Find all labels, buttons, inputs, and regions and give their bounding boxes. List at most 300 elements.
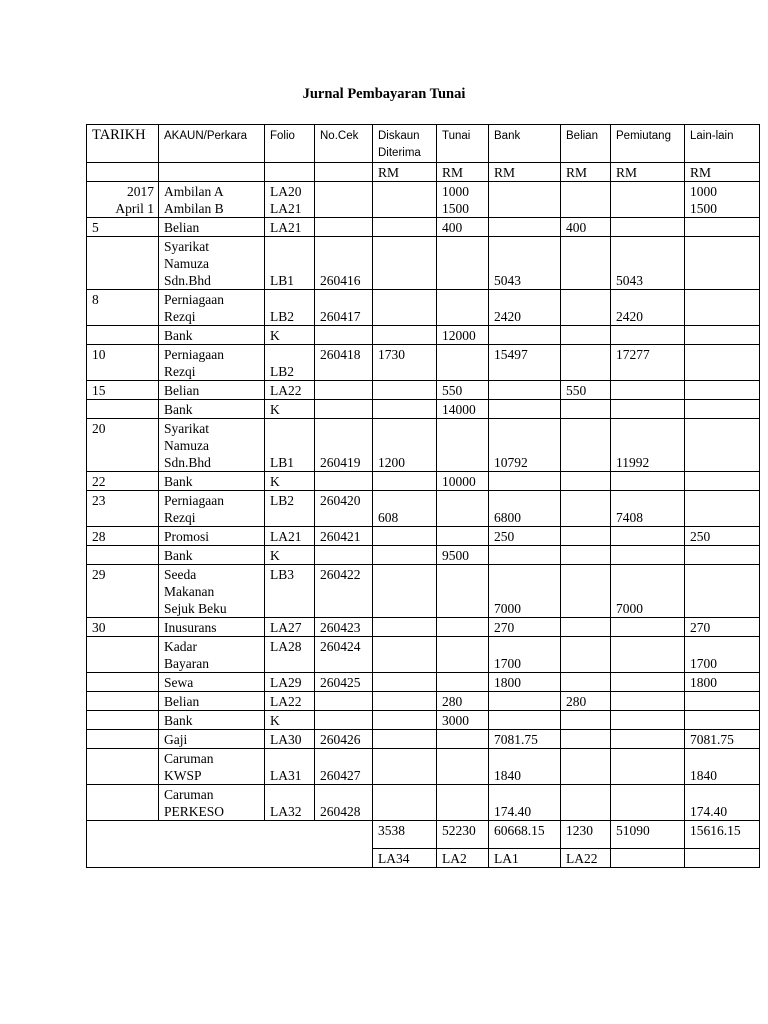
others-cell [685, 692, 760, 711]
creditors-cell [611, 785, 685, 821]
bank-cell [489, 785, 561, 821]
cheque-no-cell [315, 527, 373, 546]
table-row [87, 749, 760, 785]
discount-cell [373, 785, 437, 821]
purchases-cell [561, 785, 611, 821]
col-tunai-header: Tunai [437, 125, 489, 163]
col-akaun-header: AKAUN/Perkara [159, 125, 265, 163]
discount-cell [373, 546, 437, 565]
folio-cell-line: LB2 [270, 309, 295, 324]
cash-cell [437, 491, 489, 527]
cash-cell-line: 14000 [442, 402, 476, 417]
table-row [87, 400, 760, 419]
account-cell [159, 326, 265, 345]
creditors-cell [611, 565, 685, 618]
total-pemiutang-cell-line: 51090 [616, 823, 650, 838]
account-cell-line: Sdn.Bhd [164, 455, 211, 470]
col-folio-unit [265, 163, 315, 182]
creditors-cell-line: 7000 [616, 601, 643, 616]
folio-cell-line: LB1 [270, 273, 295, 288]
bank-cell [489, 381, 561, 400]
account-cell [159, 785, 265, 821]
cash-cell [437, 400, 489, 419]
others-cell [685, 637, 760, 673]
journal-body [87, 163, 760, 868]
purchases-cell [561, 472, 611, 491]
account-cell-line: Sejuk Beku [164, 601, 227, 616]
folio-cell-line: LA29 [270, 675, 302, 690]
discount-cell [373, 290, 437, 326]
folio-ref-diskaun-cell [373, 849, 437, 868]
folio-cell-line: LA32 [270, 804, 302, 819]
discount-cell [373, 381, 437, 400]
cash-cell [437, 711, 489, 730]
folio-cell [265, 381, 315, 400]
creditors-cell [611, 182, 685, 218]
col-pemiutang-unit [611, 163, 685, 182]
account-cell-line: Ambilan A [164, 184, 224, 199]
others-cell [685, 491, 760, 527]
account-cell [159, 237, 265, 290]
purchases-cell [561, 400, 611, 419]
date-cell [87, 400, 159, 419]
creditors-cell [611, 749, 685, 785]
cheque-no-cell [315, 565, 373, 618]
cheque-no-cell-line: 260424 [320, 639, 361, 654]
folio-cell [265, 491, 315, 527]
discount-cell [373, 565, 437, 618]
account-cell-line: Bayaran [164, 656, 209, 671]
cash-cell-line: 280 [442, 694, 463, 709]
creditors-cell [611, 527, 685, 546]
folio-cell [265, 218, 315, 237]
col-nocek-header: No.Cek [315, 125, 373, 163]
discount-cell [373, 637, 437, 673]
folio-cell-line: LA21 [270, 220, 302, 235]
account-cell [159, 692, 265, 711]
others-cell [685, 237, 760, 290]
table-row [87, 565, 760, 618]
cash-cell [437, 527, 489, 546]
account-cell-line: Perniagaan [164, 347, 224, 362]
cheque-no-cell [315, 472, 373, 491]
folio-cell [265, 730, 315, 749]
col-belian-unit-line: RM [566, 165, 588, 180]
folio-ref-tunai-cell-line: LA2 [442, 851, 467, 866]
col-tunai-unit [437, 163, 489, 182]
table-row [87, 730, 760, 749]
folio-cell [265, 345, 315, 381]
bank-cell [489, 637, 561, 673]
discount-cell [373, 218, 437, 237]
bank-cell [489, 730, 561, 749]
bank-cell [489, 692, 561, 711]
cash-cell [437, 419, 489, 472]
cheque-no-cell-line: 260419 [320, 455, 361, 470]
others-cell-line: 7081.75 [690, 732, 734, 747]
discount-cell [373, 491, 437, 527]
others-cell [685, 673, 760, 692]
folio-ref-bank-cell-line: LA1 [494, 851, 519, 866]
cash-cell [437, 472, 489, 491]
cheque-no-cell-line: 260423 [320, 620, 361, 635]
discount-cell [373, 749, 437, 785]
account-cell-line: Caruman [164, 787, 214, 802]
cheque-no-cell [315, 785, 373, 821]
folio-ref-diskaun-cell-line: LA34 [378, 851, 410, 866]
account-cell [159, 182, 265, 218]
account-cell-line: Belian [164, 694, 200, 709]
table-row [87, 673, 760, 692]
cash-cell-line: 550 [442, 383, 463, 398]
folio-cell [265, 637, 315, 673]
others-cell [685, 400, 760, 419]
cash-cell [437, 785, 489, 821]
date-cell [87, 565, 159, 618]
cash-cell-line: 10000 [442, 474, 476, 489]
total-belian-cell [561, 821, 611, 849]
purchases-cell [561, 527, 611, 546]
col-folio-header: Folio [265, 125, 315, 163]
account-cell-line: Rezqi [164, 510, 196, 525]
others-cell [685, 419, 760, 472]
folio-cell-line: LA20 [270, 184, 302, 199]
account-cell [159, 472, 265, 491]
bank-cell [489, 237, 561, 290]
date-cell [87, 749, 159, 785]
cash-cell [437, 218, 489, 237]
others-cell [685, 326, 760, 345]
folio-ref-lain-cell [685, 849, 760, 868]
bank-cell-line: 7000 [494, 601, 521, 616]
others-cell [685, 345, 760, 381]
folio-cell [265, 237, 315, 290]
col-tarikh-unit [87, 163, 159, 182]
col-tarikh-header: TARIKH [87, 125, 159, 163]
table-row [87, 692, 760, 711]
bank-cell [489, 491, 561, 527]
account-cell-line: Bank [164, 328, 193, 343]
table-row [87, 637, 760, 673]
table-row [87, 381, 760, 400]
others-cell-line: 1700 [690, 656, 717, 671]
table-row [87, 711, 760, 730]
purchases-cell [561, 749, 611, 785]
account-cell-line: Inusurans [164, 620, 217, 635]
discount-cell [373, 237, 437, 290]
folio-ref-belian-cell-line: LA22 [566, 851, 598, 866]
discount-cell-line: 608 [378, 510, 399, 525]
date-cell [87, 527, 159, 546]
col-diskaun-unit-line: RM [378, 165, 400, 180]
others-cell [685, 290, 760, 326]
account-cell-line: Gaji [164, 732, 188, 747]
others-cell-line: 174.40 [690, 804, 728, 819]
folio-cell [265, 673, 315, 692]
col-bank-unit [489, 163, 561, 182]
total-pemiutang-cell [611, 821, 685, 849]
creditors-cell [611, 711, 685, 730]
account-cell [159, 419, 265, 472]
account-cell [159, 546, 265, 565]
cheque-no-cell [315, 711, 373, 730]
cheque-no-cell [315, 381, 373, 400]
date-cell-line: 5 [92, 220, 99, 235]
folio-ref-belian-cell [561, 849, 611, 868]
account-cell [159, 218, 265, 237]
folio-cell-line: LA21 [270, 201, 302, 216]
discount-cell-line: 1730 [378, 347, 405, 362]
bank-cell-line: 15497 [494, 347, 528, 362]
folio-ref-bank-cell [489, 849, 561, 868]
bank-cell [489, 345, 561, 381]
cash-cell [437, 326, 489, 345]
units-row [87, 163, 760, 182]
folio-cell-line: K [270, 548, 280, 563]
total-bank-cell [489, 821, 561, 849]
cash-cell [437, 381, 489, 400]
bank-cell [489, 618, 561, 637]
cash-cell [437, 345, 489, 381]
creditors-cell [611, 218, 685, 237]
creditors-cell [611, 673, 685, 692]
cheque-no-cell-line: 260416 [320, 273, 361, 288]
bank-cell [489, 749, 561, 785]
account-cell [159, 730, 265, 749]
others-cell [685, 546, 760, 565]
others-cell [685, 618, 760, 637]
table-row [87, 419, 760, 472]
creditors-cell [611, 326, 685, 345]
table-row [87, 237, 760, 290]
account-cell [159, 491, 265, 527]
folio-cell [265, 419, 315, 472]
table-row [87, 326, 760, 345]
bank-cell-line: 5043 [494, 273, 521, 288]
cheque-no-cell-line: 260422 [320, 567, 361, 582]
account-cell [159, 400, 265, 419]
bank-cell-line: 1800 [494, 675, 521, 690]
others-cell [685, 711, 760, 730]
purchases-cell-line: 280 [566, 694, 587, 709]
folio-cell-line: K [270, 328, 280, 343]
cheque-no-cell-line: 260428 [320, 804, 361, 819]
account-cell [159, 345, 265, 381]
account-cell [159, 711, 265, 730]
cheque-no-cell [315, 637, 373, 673]
bank-cell-line: 1700 [494, 656, 521, 671]
bank-cell-line: 250 [494, 529, 515, 544]
bank-cell [489, 419, 561, 472]
bank-cell-line: 10792 [494, 455, 528, 470]
account-cell-line: Namuza [164, 438, 209, 453]
col-bank-unit-line: RM [494, 165, 516, 180]
account-cell-line: Ambilan B [164, 201, 224, 216]
total-tunai-cell-line: 52230 [442, 823, 476, 838]
discount-cell [373, 711, 437, 730]
date-cell-line: 2017 [127, 184, 154, 199]
cheque-no-cell [315, 673, 373, 692]
purchases-cell [561, 673, 611, 692]
col-pemiutang-header: Pemiutang [611, 125, 685, 163]
folio-cell [265, 692, 315, 711]
account-cell-line: Belian [164, 383, 200, 398]
account-cell-line: Perniagaan [164, 292, 224, 307]
date-cell-line: 22 [92, 474, 106, 489]
purchases-cell [561, 326, 611, 345]
col-nocek-unit [315, 163, 373, 182]
cheque-no-cell [315, 749, 373, 785]
cash-cell-line: 1000 [442, 184, 469, 199]
account-cell [159, 381, 265, 400]
cheque-no-cell-line: 260420 [320, 493, 361, 508]
account-cell-line: Kadar [164, 639, 197, 654]
account-cell-line: Bank [164, 548, 193, 563]
cheque-no-cell [315, 326, 373, 345]
bank-cell [489, 673, 561, 692]
creditors-cell [611, 491, 685, 527]
col-lain-unit [685, 163, 760, 182]
purchases-cell [561, 491, 611, 527]
cheque-no-cell [315, 546, 373, 565]
account-cell-line: Bank [164, 713, 193, 728]
account-cell-line: Perniagaan [164, 493, 224, 508]
others-cell [685, 785, 760, 821]
account-cell [159, 749, 265, 785]
total-lain-cell [685, 821, 760, 849]
total-diskaun-cell-line: 3538 [378, 823, 405, 838]
cash-cell [437, 673, 489, 692]
date-cell [87, 182, 159, 218]
folio-ref-tunai-cell [437, 849, 489, 868]
total-lain-cell-line: 15616.15 [690, 823, 741, 838]
cash-cell [437, 237, 489, 290]
creditors-cell [611, 692, 685, 711]
folio-cell-line: LB3 [270, 567, 295, 582]
account-cell-line: Belian [164, 220, 200, 235]
table-row [87, 290, 760, 326]
col-belian-header: Belian [561, 125, 611, 163]
purchases-cell [561, 419, 611, 472]
cheque-no-cell [315, 182, 373, 218]
date-cell [87, 419, 159, 472]
date-cell-line: April 1 [115, 201, 154, 216]
col-lain-header: Lain-lain [685, 125, 760, 163]
creditors-cell [611, 400, 685, 419]
account-cell-line: Syarikat [164, 421, 209, 436]
account-cell-line: Caruman [164, 751, 214, 766]
cash-cell [437, 692, 489, 711]
creditors-cell-line: 5043 [616, 273, 643, 288]
total-bank-cell-line: 60668.15 [494, 823, 545, 838]
purchases-cell [561, 546, 611, 565]
discount-cell [373, 692, 437, 711]
cheque-no-cell-line: 260417 [320, 309, 361, 324]
creditors-cell-line: 17277 [616, 347, 650, 362]
date-cell [87, 218, 159, 237]
purchases-cell [561, 381, 611, 400]
account-cell [159, 637, 265, 673]
cheque-no-cell [315, 237, 373, 290]
account-cell-line: Sewa [164, 675, 194, 690]
col-lain-unit-line: RM [690, 165, 712, 180]
cash-cell-line: 1500 [442, 201, 469, 216]
table-row [87, 472, 760, 491]
date-cell-line: 10 [92, 347, 106, 362]
total-tunai-cell [437, 821, 489, 849]
purchases-cell-line: 400 [566, 220, 587, 235]
cash-cell [437, 618, 489, 637]
bank-cell-line: 1840 [494, 768, 521, 783]
purchases-cell [561, 730, 611, 749]
cheque-no-cell [315, 618, 373, 637]
bank-cell [489, 527, 561, 546]
account-cell-line: Sdn.Bhd [164, 273, 211, 288]
others-cell [685, 381, 760, 400]
cheque-no-cell [315, 419, 373, 472]
folio-cell-line: LA31 [270, 768, 302, 783]
cash-cell [437, 565, 489, 618]
purchases-cell-line: 550 [566, 383, 587, 398]
col-diskaun-header: Diskaun Diterima [373, 125, 437, 163]
totals-blank-cell [87, 821, 373, 868]
account-cell [159, 565, 265, 618]
cheque-no-cell-line: 260427 [320, 768, 361, 783]
cash-cell [437, 749, 489, 785]
others-cell [685, 730, 760, 749]
account-cell [159, 618, 265, 637]
cheque-no-cell [315, 345, 373, 381]
cash-cell [437, 182, 489, 218]
date-cell-line: 29 [92, 567, 106, 582]
others-cell [685, 565, 760, 618]
creditors-cell [611, 730, 685, 749]
date-cell [87, 546, 159, 565]
others-cell-line: 1840 [690, 768, 717, 783]
table-row [87, 345, 760, 381]
table-row [87, 618, 760, 637]
account-cell [159, 290, 265, 326]
table-row [87, 182, 760, 218]
bank-cell [489, 290, 561, 326]
creditors-cell [611, 546, 685, 565]
table-row [87, 218, 760, 237]
bank-cell-line: 7081.75 [494, 732, 538, 747]
folio-cell-line: LA22 [270, 694, 302, 709]
creditors-cell [611, 345, 685, 381]
table-row [87, 527, 760, 546]
table-row [87, 785, 760, 821]
others-cell [685, 749, 760, 785]
date-cell [87, 692, 159, 711]
cheque-no-cell [315, 730, 373, 749]
cheque-no-cell-line: 260421 [320, 529, 361, 544]
folio-cell-line: LB2 [270, 364, 295, 379]
date-cell-line: 8 [92, 292, 99, 307]
creditors-cell-line: 7408 [616, 510, 643, 525]
cash-cell [437, 637, 489, 673]
discount-cell [373, 527, 437, 546]
cheque-no-cell [315, 400, 373, 419]
creditors-cell [611, 381, 685, 400]
bank-cell [489, 565, 561, 618]
date-cell [87, 618, 159, 637]
col-bank-header: Bank [489, 125, 561, 163]
date-cell [87, 785, 159, 821]
cash-payment-journal-table [86, 124, 760, 868]
others-cell [685, 472, 760, 491]
date-cell [87, 381, 159, 400]
